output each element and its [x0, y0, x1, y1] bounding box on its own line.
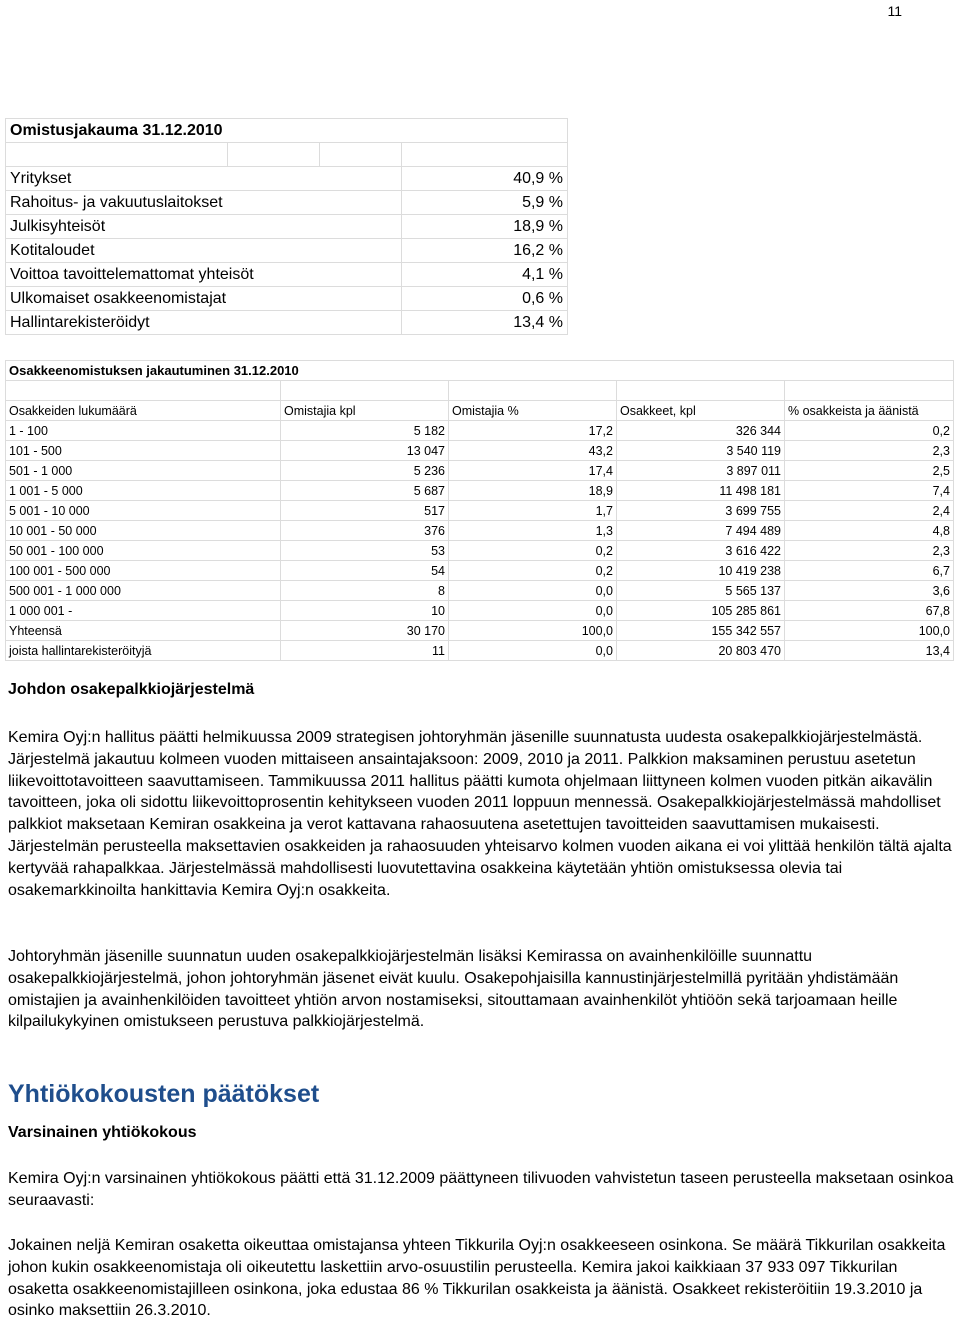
distribution-table	[5, 360, 954, 661]
distribution-title: Osakkeenomistuksen jakautuminen 31.12.2010	[6, 361, 954, 381]
page-heading: Yhtiökokousten päätökset	[8, 1080, 320, 1108]
ownership-title: Omistusjakauma 31.12.2010	[6, 119, 568, 143]
table-header-row: Osakkeiden lukumäärä Omistajia kpl Omistajia % Osakkeet, kpl % osakkeista ja äänistä	[6, 401, 954, 421]
table-row: 1 000 001 - 10 0,0 105 285 861 67,8	[6, 601, 954, 621]
table-row: Yhteensä 30 170 100,0 155 342 557 100,0	[6, 621, 954, 641]
table-row: 1 001 - 5 000 5 687 18,9 11 498 181 7,4	[6, 481, 954, 501]
table-row: Kotitaloudet 16,2 %	[6, 239, 568, 263]
section-heading: Johdon osakepalkkiojärjestelmä	[8, 681, 255, 698]
table-row: 100 001 - 500 000 54 0,2 10 419 238 6,7	[6, 561, 954, 581]
page-number: 11	[887, 3, 902, 19]
table-row: 101 - 500 13 047 43,2 3 540 119 2,3	[6, 441, 954, 461]
table-row: Voittoa tavoittelemattomat yhteisöt 4,1 %	[6, 263, 568, 287]
paragraph: Jokainen neljä Kemiran osaketta oikeuttaa omistajansa yhteen Tikkurila Oyj:n osakkeeseen osinkona. Se määrä Tikkurilan osakkeita johon kukin osakkeenomistaja oli oikeutettu laskettiin arvo-osuustilin perusteella. Kemira jakoi kaikkiaan 37 933 097 Tikkurilan osaketta osakkeenomistajilleen osinkona, joka edustaa 86 % Tikkurilan osakkeista ja äänistä. Osakkeet rekisteröitiin 19.3.2010 ja osinko maksettiin 26.3.2010.	[8, 1237, 946, 1320]
subheading: Varsinainen yhtiökokous	[8, 1124, 197, 1141]
table-row: 1 - 100 5 182 17,2 326 344 0,2	[6, 421, 954, 441]
ownership-table	[5, 118, 568, 335]
table-row: 500 001 - 1 000 000 8 0,0 5 565 137 3,6	[6, 581, 954, 601]
table-row: joista hallintarekisteröityjä 11 0,0 20 803 470 13,4	[6, 641, 954, 661]
paragraph: Kemira Oyj:n varsinainen yhtiökokous päätti että 31.12.2009 päättyneen tilivuoden vahvistetun taseen perusteella maksetaan osinkoa seuraavasti:	[8, 1170, 954, 1209]
table-row: Julkisyhteisöt 18,9 %	[6, 215, 568, 239]
table-row: 10 001 - 50 000 376 1,3 7 494 489 4,8	[6, 521, 954, 541]
table-row: 50 001 - 100 000 53 0,2 3 616 422 2,3	[6, 541, 954, 561]
table-row: Rahoitus- ja vakuutuslaitokset 5,9 %	[6, 191, 568, 215]
table-row: 501 - 1 000 5 236 17,4 3 897 011 2,5	[6, 461, 954, 481]
paragraph: Kemira Oyj:n hallitus päätti helmikuussa 2009 strategisen johtoryhmän jäsenille suunnatusta uudesta osakepalkkiojärjestelmästä. Järjestelmä jakautuu kolmeen vuoden mittaiseen ansaintajaksoon: 2009, 2010 ja 2011. Palkkion maksaminen perustuu asetetun liikevoittotavoitteen saavuttamiseen. Tammikuussa 2011 hallitus päätti kumota ohjelmaan liittyneen kolmen vuoden pitkän aikavälin tavoitteen, joka oli sidottu liikevoittoprosentin kehitykseen vuoden 2011 loppuun mennessä. Osakepalkkiojärjestelmässä mahdolliset palkkiot maksetaan Kemiran osakkeina ja verot kattavana rahaosuutena asetettujen tavoitteiden saavuttamisen mukaisesti. Järjestelmän perusteella maksettavien osakkeiden ja rahaosuuden yhteisarvo kolmen vuoden aikana ei voi ylittää henkilön tältä ajalta kertyvää rahapalkkaa. Järjestelmässä mahdollisesti luovutettavina osakkeina käytetään yhtiön omistuksessa olevia tai osakemarkkinoilta hankittavia Kemira Oyj:n osakkeita.	[8, 729, 952, 899]
paragraph: Johtoryhmän jäsenille suunnatun uuden osakepalkkiojärjestelmän lisäksi Kemirassa on avainhenkilöille suunnattu osakepalkkiojärjestelmä, johon johtoryhmän jäsenet eivät kuulu. Osakepohjaisilla kannustinjärjestelmillä pyritään yhdistämään omistajien ja avainhenkilöiden tavoitteet yhtiön arvon nostamiseksi, sitouttamaan avainhenkilöt yhtiöön sekä tarjoamaan heille kilpailukykyinen omistukseen perustuva palkkiojärjestelmä.	[8, 948, 899, 1031]
table-row: 5 001 - 10 000 517 1,7 3 699 755 2,4	[6, 501, 954, 521]
table-row: Hallintarekisteröidyt 13,4 %	[6, 311, 568, 335]
table-row: Ulkomaiset osakkeenomistajat 0,6 %	[6, 287, 568, 311]
table-row: Yritykset 40,9 %	[6, 167, 568, 191]
